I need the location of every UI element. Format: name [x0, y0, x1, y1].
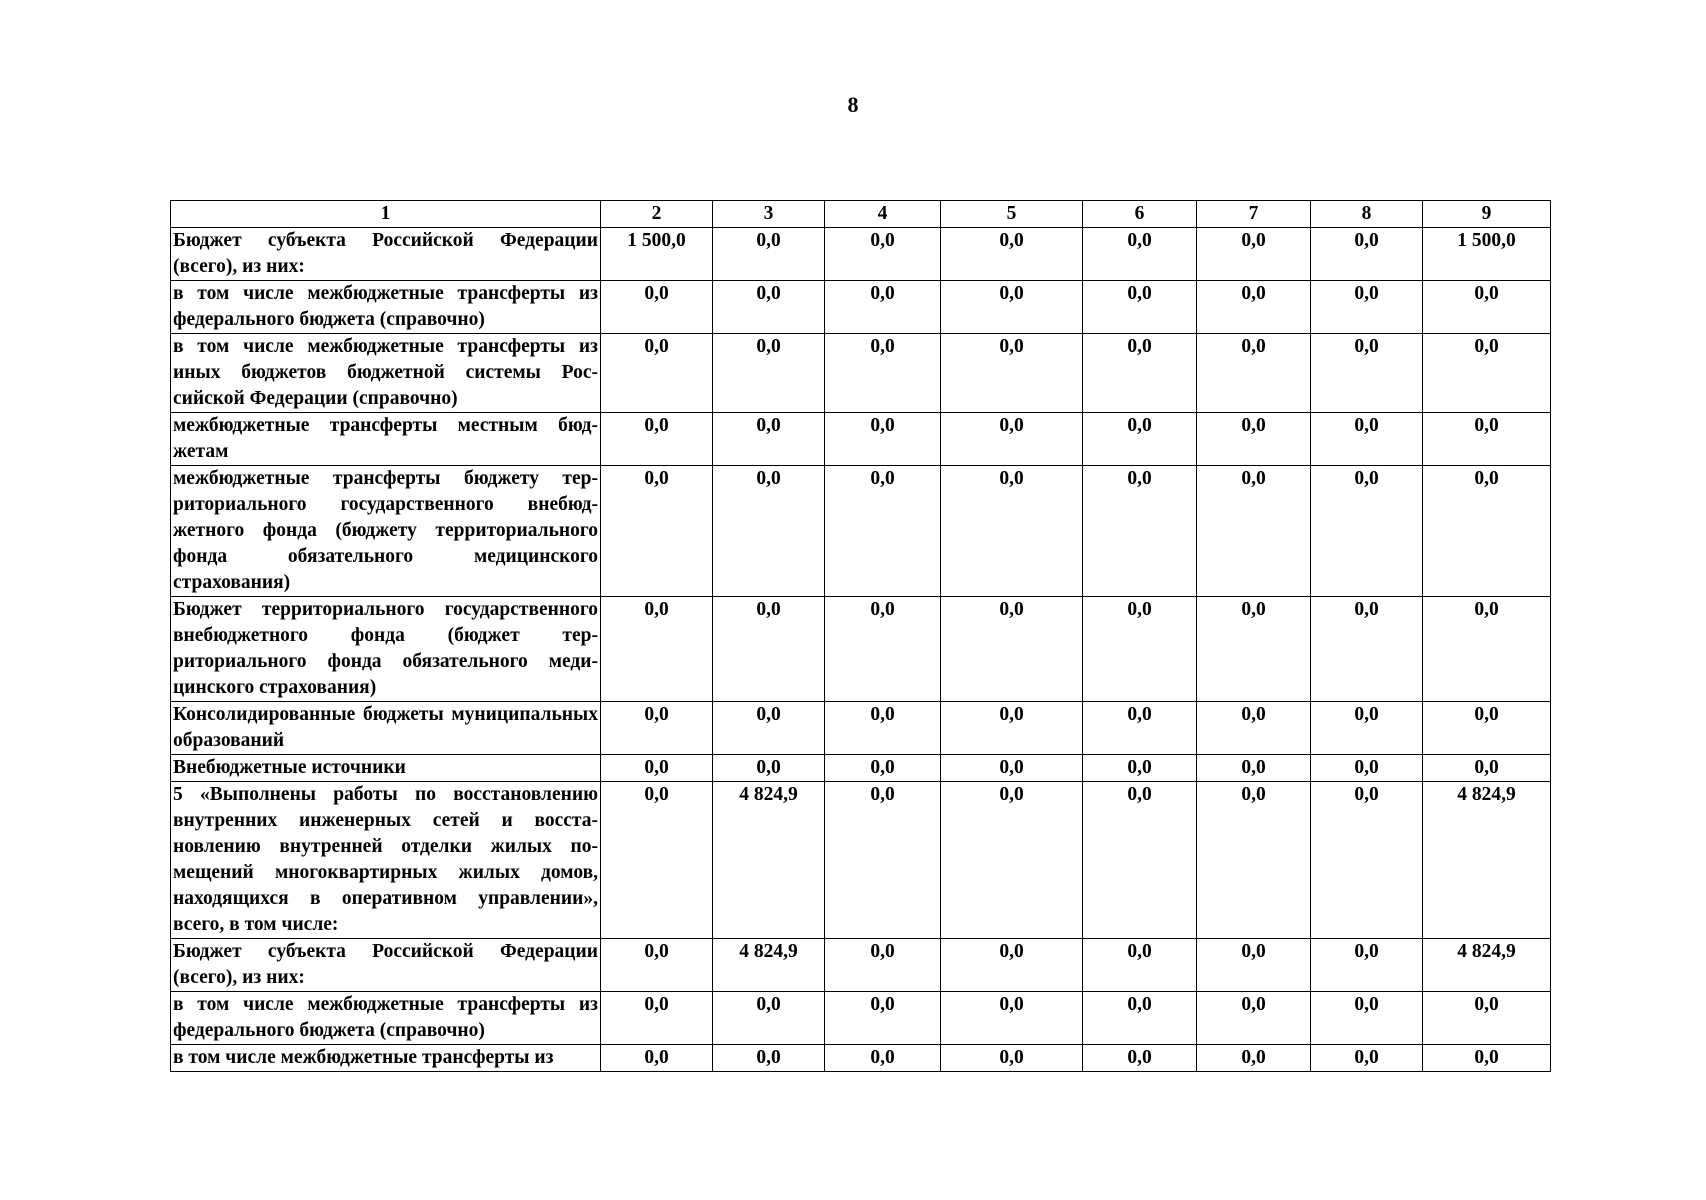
row-label: 5 «Выполнены работы по восстановлению внутренних инженерных сетей и восстановлению внутренней отделки жилых помещений многоквартирных жилых домов, находящихся в оперативном управлении», всего, в том числе: — [171, 782, 601, 939]
value-cell-col-8: 0,0 — [1311, 228, 1423, 281]
table-row — [171, 755, 1551, 782]
table-row — [171, 992, 1551, 1045]
value-cell-col-6: 0,0 — [1083, 466, 1197, 597]
value-cell-col-5: 0,0 — [941, 702, 1083, 755]
value-cell-col-3: 0,0 — [713, 755, 825, 782]
table-row — [171, 597, 1551, 702]
value-cell-col-4: 0,0 — [825, 755, 941, 782]
value-cell-col-3: 0,0 — [713, 992, 825, 1045]
row-label: в том числе межбюджетные трансферты из федерального бюджета (справочно) — [171, 992, 601, 1045]
value-cell-col-6: 0,0 — [1083, 992, 1197, 1045]
value-cell-col-6: 0,0 — [1083, 939, 1197, 992]
value-cell-col-2: 0,0 — [601, 992, 713, 1045]
row-label: межбюджетные трансферты бюджету территориального государственного внебюджетного фонда (бюджету территориального фонда обязательного медицинского страхования) — [171, 466, 601, 597]
row-label: в том числе межбюджетные трансферты из иных бюджетов бюджетной системы Российской Федерации (справочно) — [171, 334, 601, 413]
value-cell-col-4: 0,0 — [825, 466, 941, 597]
column-header-8: 8 — [1311, 201, 1423, 228]
row-label: Консолидированные бюджеты муниципальных образований — [171, 702, 601, 755]
value-cell-col-5: 0,0 — [941, 1045, 1083, 1072]
value-cell-col-7: 0,0 — [1197, 992, 1311, 1045]
header-row — [171, 201, 1551, 228]
value-cell-col-2: 0,0 — [601, 755, 713, 782]
value-cell-col-2: 0,0 — [601, 334, 713, 413]
column-header-5: 5 — [941, 201, 1083, 228]
value-cell-col-6: 0,0 — [1083, 755, 1197, 782]
value-cell-col-8: 0,0 — [1311, 466, 1423, 597]
value-cell-col-9: 0,0 — [1423, 597, 1551, 702]
value-cell-col-9: 0,0 — [1423, 334, 1551, 413]
row-label: Бюджет территориального государственного внебюджетного фонда (бюджет территориального фонда обязательного медицинского страхования) — [171, 597, 601, 702]
value-cell-col-3: 0,0 — [713, 228, 825, 281]
value-cell-col-5: 0,0 — [941, 597, 1083, 702]
table-row — [171, 413, 1551, 466]
value-cell-col-7: 0,0 — [1197, 228, 1311, 281]
value-cell-col-6: 0,0 — [1083, 1045, 1197, 1072]
table-row — [171, 334, 1551, 413]
value-cell-col-5: 0,0 — [941, 466, 1083, 597]
column-header-3: 3 — [713, 201, 825, 228]
value-cell-col-7: 0,0 — [1197, 702, 1311, 755]
value-cell-col-4: 0,0 — [825, 939, 941, 992]
value-cell-col-8: 0,0 — [1311, 1045, 1423, 1072]
value-cell-col-7: 0,0 — [1197, 755, 1311, 782]
value-cell-col-9: 0,0 — [1423, 413, 1551, 466]
value-cell-col-3: 0,0 — [713, 466, 825, 597]
value-cell-col-8: 0,0 — [1311, 755, 1423, 782]
value-cell-col-3: 0,0 — [713, 1045, 825, 1072]
table-row — [171, 281, 1551, 334]
value-cell-col-6: 0,0 — [1083, 281, 1197, 334]
row-label: Внебюджетные источники — [171, 755, 601, 782]
value-cell-col-8: 0,0 — [1311, 992, 1423, 1045]
value-cell-col-8: 0,0 — [1311, 782, 1423, 939]
table-row — [171, 939, 1551, 992]
value-cell-col-2: 0,0 — [601, 597, 713, 702]
table-row — [171, 466, 1551, 597]
budget-table — [170, 200, 1551, 1072]
value-cell-col-6: 0,0 — [1083, 597, 1197, 702]
value-cell-col-4: 0,0 — [825, 281, 941, 334]
value-cell-col-3: 0,0 — [713, 702, 825, 755]
value-cell-col-8: 0,0 — [1311, 281, 1423, 334]
row-label: Бюджет субъекта Российской Федерации (всего), из них: — [171, 939, 601, 992]
value-cell-col-2: 0,0 — [601, 1045, 713, 1072]
row-label: в том числе межбюджетные трансферты из федерального бюджета (справочно) — [171, 281, 601, 334]
value-cell-col-7: 0,0 — [1197, 782, 1311, 939]
value-cell-col-3: 0,0 — [713, 334, 825, 413]
value-cell-col-5: 0,0 — [941, 939, 1083, 992]
value-cell-col-3: 4 824,9 — [713, 939, 825, 992]
value-cell-col-2: 0,0 — [601, 466, 713, 597]
value-cell-col-7: 0,0 — [1197, 466, 1311, 597]
value-cell-col-3: 4 824,9 — [713, 782, 825, 939]
row-label: межбюджетные трансферты местным бюджетам — [171, 413, 601, 466]
column-header-7: 7 — [1197, 201, 1311, 228]
value-cell-col-6: 0,0 — [1083, 702, 1197, 755]
value-cell-col-6: 0,0 — [1083, 228, 1197, 281]
column-header-4: 4 — [825, 201, 941, 228]
value-cell-col-9: 0,0 — [1423, 702, 1551, 755]
value-cell-col-4: 0,0 — [825, 413, 941, 466]
value-cell-col-4: 0,0 — [825, 334, 941, 413]
value-cell-col-4: 0,0 — [825, 782, 941, 939]
value-cell-col-7: 0,0 — [1197, 334, 1311, 413]
table-body — [171, 228, 1551, 1072]
value-cell-col-2: 0,0 — [601, 281, 713, 334]
value-cell-col-8: 0,0 — [1311, 702, 1423, 755]
value-cell-col-9: 0,0 — [1423, 281, 1551, 334]
value-cell-col-5: 0,0 — [941, 782, 1083, 939]
value-cell-col-4: 0,0 — [825, 1045, 941, 1072]
column-header-6: 6 — [1083, 201, 1197, 228]
value-cell-col-5: 0,0 — [941, 281, 1083, 334]
value-cell-col-5: 0,0 — [941, 755, 1083, 782]
value-cell-col-3: 0,0 — [713, 597, 825, 702]
value-cell-col-2: 1 500,0 — [601, 228, 713, 281]
value-cell-col-2: 0,0 — [601, 782, 713, 939]
value-cell-col-8: 0,0 — [1311, 413, 1423, 466]
value-cell-col-2: 0,0 — [601, 702, 713, 755]
value-cell-col-9: 0,0 — [1423, 755, 1551, 782]
value-cell-col-7: 0,0 — [1197, 939, 1311, 992]
row-label: Бюджет субъекта Российской Федерации (всего), из них: — [171, 228, 601, 281]
value-cell-col-5: 0,0 — [941, 228, 1083, 281]
value-cell-col-3: 0,0 — [713, 413, 825, 466]
value-cell-col-9: 4 824,9 — [1423, 939, 1551, 992]
page-number: 8 — [847, 92, 859, 117]
value-cell-col-4: 0,0 — [825, 992, 941, 1045]
column-header-1: 1 — [171, 201, 601, 228]
value-cell-col-4: 0,0 — [825, 702, 941, 755]
value-cell-col-9: 1 500,0 — [1423, 228, 1551, 281]
value-cell-col-3: 0,0 — [713, 281, 825, 334]
value-cell-col-7: 0,0 — [1197, 413, 1311, 466]
value-cell-col-2: 0,0 — [601, 413, 713, 466]
column-header-2: 2 — [601, 201, 713, 228]
table-row — [171, 228, 1551, 281]
value-cell-col-9: 0,0 — [1423, 466, 1551, 597]
value-cell-col-8: 0,0 — [1311, 597, 1423, 702]
value-cell-col-9: 4 824,9 — [1423, 782, 1551, 939]
table-row — [171, 702, 1551, 755]
value-cell-col-6: 0,0 — [1083, 782, 1197, 939]
row-label: в том числе межбюджетные трансферты из — [171, 1045, 601, 1072]
table-row — [171, 782, 1551, 939]
table-row — [171, 1045, 1551, 1072]
value-cell-col-7: 0,0 — [1197, 597, 1311, 702]
value-cell-col-7: 0,0 — [1197, 281, 1311, 334]
value-cell-col-5: 0,0 — [941, 334, 1083, 413]
value-cell-col-4: 0,0 — [825, 597, 941, 702]
value-cell-col-7: 0,0 — [1197, 1045, 1311, 1072]
value-cell-col-9: 0,0 — [1423, 992, 1551, 1045]
value-cell-col-6: 0,0 — [1083, 413, 1197, 466]
column-header-9: 9 — [1423, 201, 1551, 228]
value-cell-col-9: 0,0 — [1423, 1045, 1551, 1072]
value-cell-col-4: 0,0 — [825, 228, 941, 281]
value-cell-col-6: 0,0 — [1083, 334, 1197, 413]
value-cell-col-5: 0,0 — [941, 413, 1083, 466]
value-cell-col-8: 0,0 — [1311, 334, 1423, 413]
value-cell-col-2: 0,0 — [601, 939, 713, 992]
value-cell-col-8: 0,0 — [1311, 939, 1423, 992]
value-cell-col-5: 0,0 — [941, 992, 1083, 1045]
